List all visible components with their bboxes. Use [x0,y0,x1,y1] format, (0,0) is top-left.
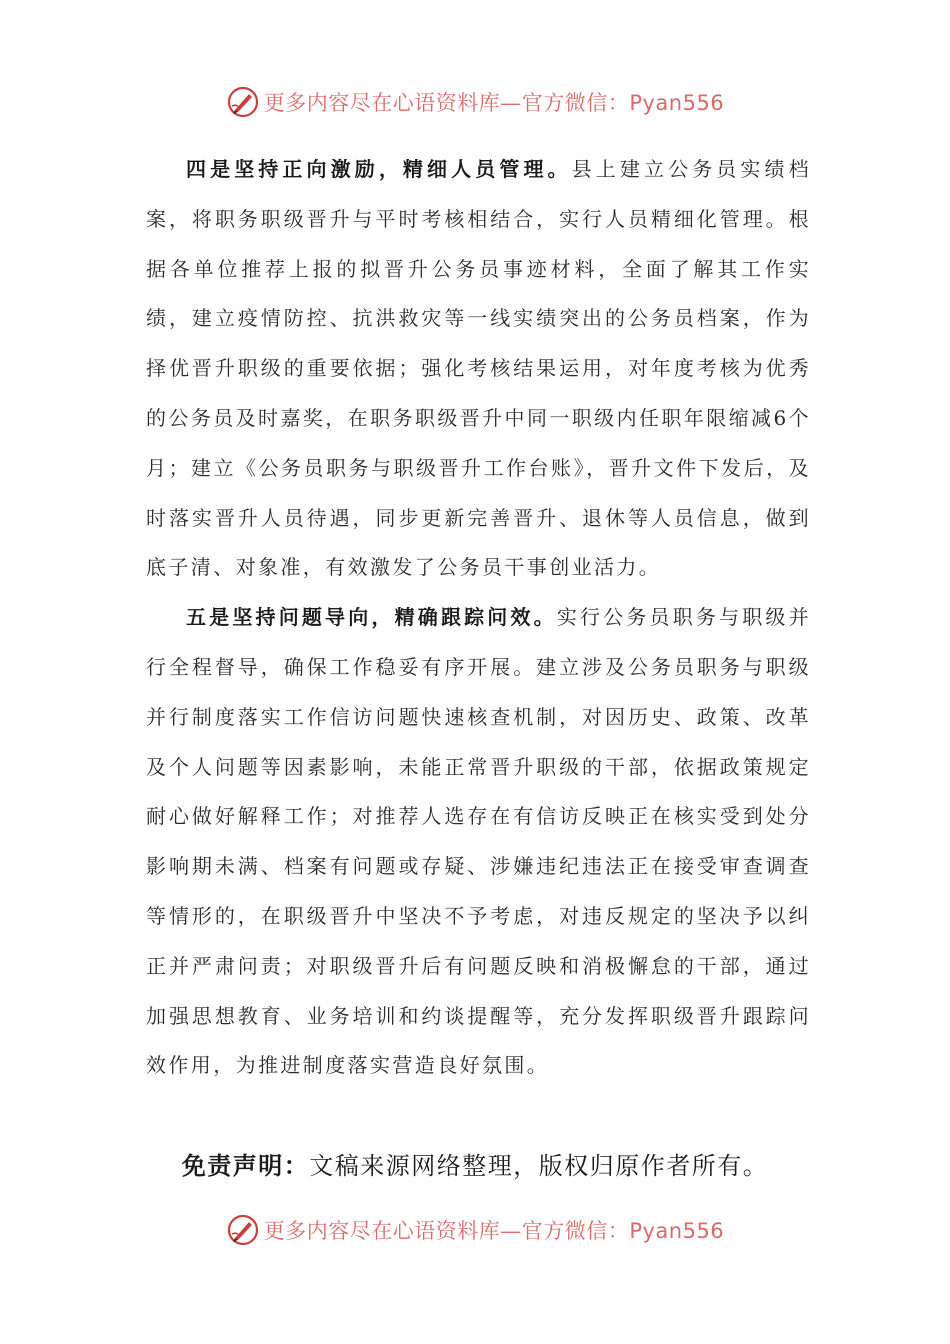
header-wechat-id: Pyan556 [629,91,725,115]
paragraph-five-body: 实行公务员职务与职级并行全程督导，确保工作稳妥有序开展。建立涉及公务员职务与职级并行制度落实工作信访问题快速核查机制，对因历史、政策、改革及个人问题等因素影响，未能正常晋升职级的干部，依据政策规定耐心做好解释工作；对推荐人选存在有信访反映正在核实受到处分影响期未满、档案有问题或存疑、涉嫌违纪违法正在接受审查调查等情形的，在职级晋升中坚决不予考虑，对违反规定的坚决予以纠正并严肃问责；对职级晋升后有问题反映和消极懈怠的干部，通过加强思想教育、业务培训和约谈提醒等，充分发挥职级晋升跟踪问效作用，为推进制度落实营造良好氛围。 [146,605,811,1078]
header-banner [0,82,950,122]
paragraph-five-lead: 五是坚持问题导向，精确跟踪问效。 [186,605,557,630]
paragraph-four-lead: 四是坚持正向激励，精细人员管理。 [186,157,572,181]
document-body [146,145,811,1091]
header-banner-text: 更多内容尽在心语资料库—官方微信：Pyan556 [263,91,725,115]
footer-banner-text: 更多内容尽在心语资料库—官方微信：Pyan556 [263,1219,725,1243]
disclaimer-text: 文稿来源网络整理，版权归原作者所有。 [309,1152,769,1180]
paragraph-four [146,145,811,593]
paragraph-four-body: 县上建立公务员实绩档案，将职务职级晋升与平时考核相结合，实行人员精细化管理。根据各单位推荐上报的拟晋升公务员事迹材料，全面了解其工作实绩，建立疫情防控、抗洪救灾等一线实绩突出的公务员档案，作为择优晋升职级的重要依据；强化考核结果运用，对年度考核为优秀的公务员及时嘉奖，在职务职级晋升中同一职级内任职年限缩减6个月；建立《公务员职务与职级晋升工作台账》，晋升文件下发后，及时落实晋升人员待遇，同步更新完善晋升、退休等人员信息，做到底子清、对象准，有效激发了公务员干事创业活力。 [146,157,812,580]
footer-banner [0,1210,950,1250]
pen-logo-icon [226,85,260,119]
paragraph-five [146,593,811,1091]
disclaimer [0,1146,950,1181]
pen-logo-icon [226,1213,260,1247]
disclaimer-label: 免责声明： [181,1151,310,1180]
footer-wechat-id: Pyan556 [629,1219,725,1243]
